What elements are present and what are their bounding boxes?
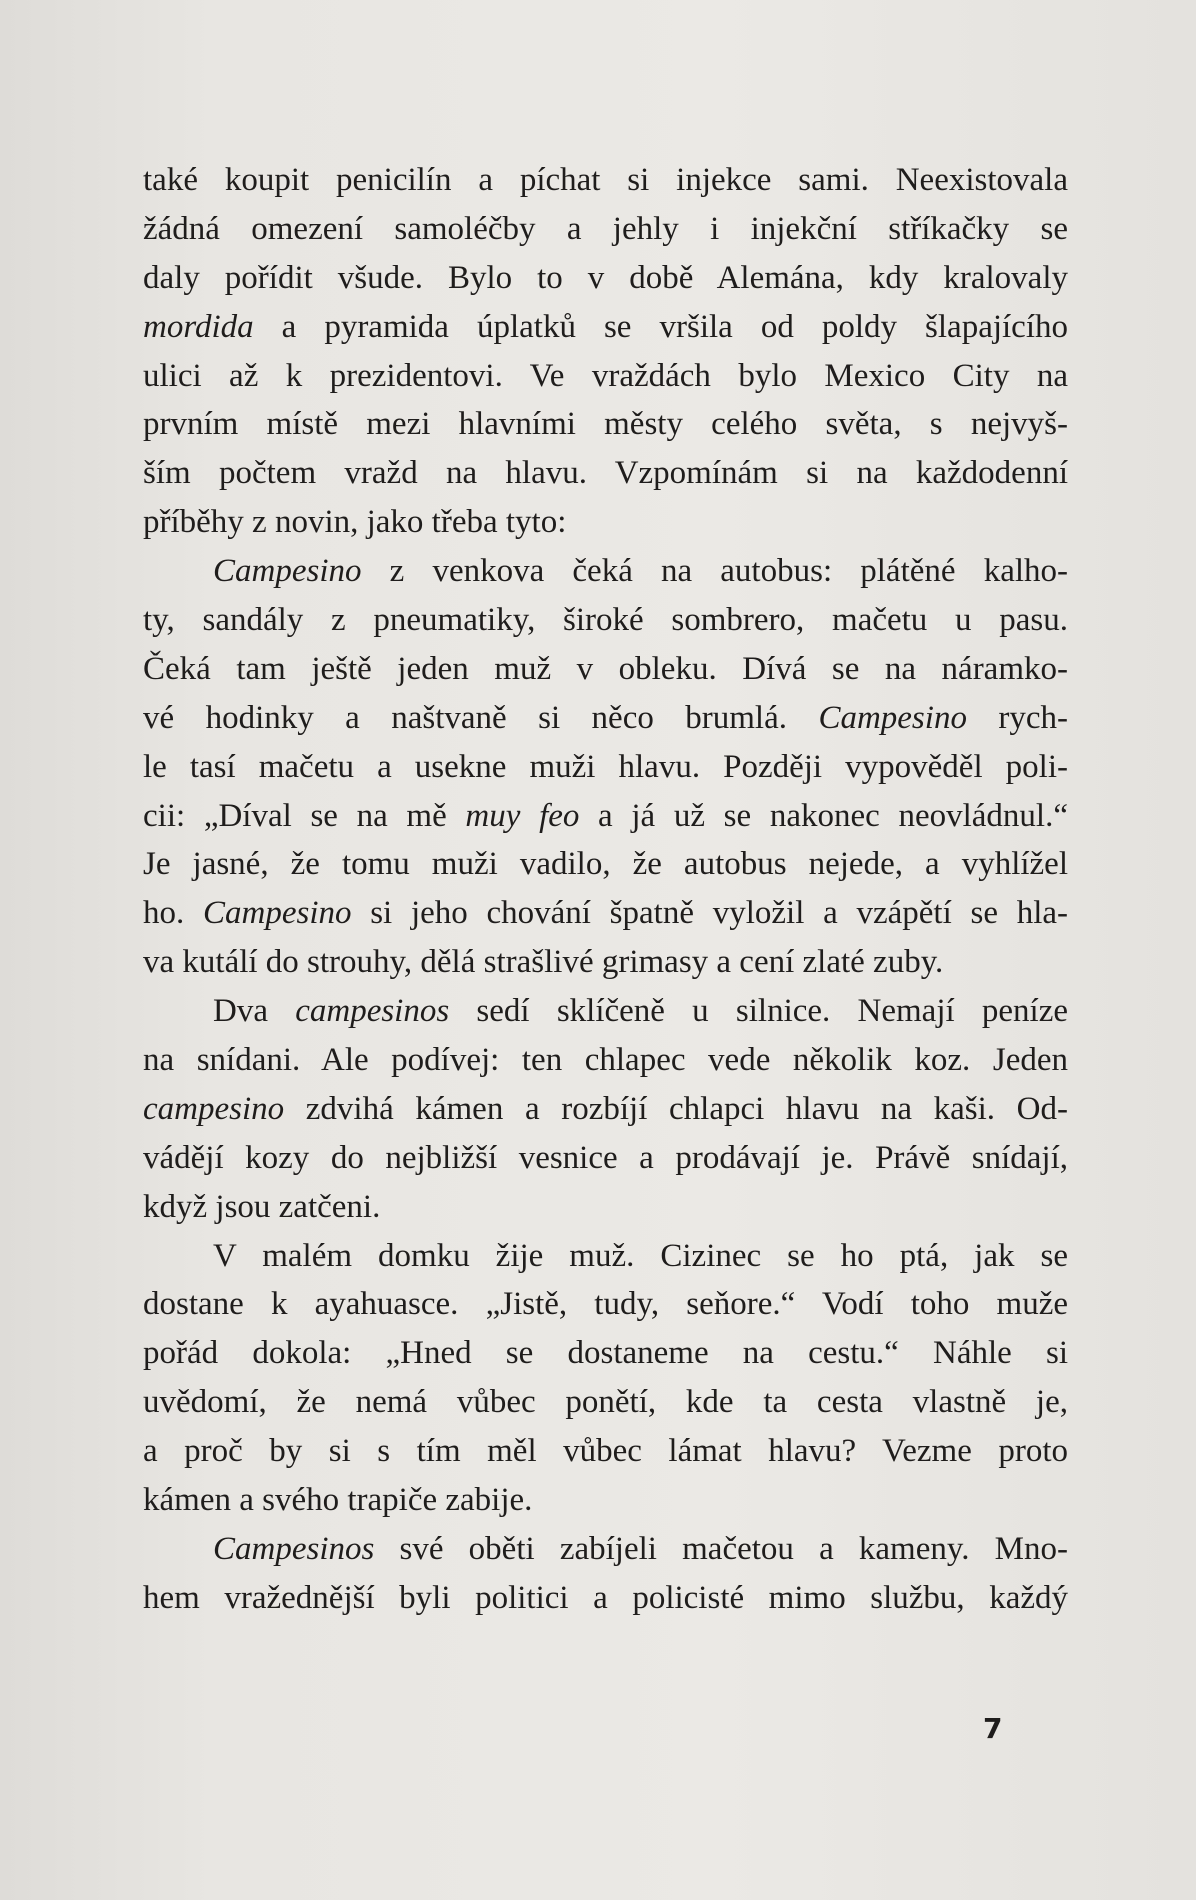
text-run: daly pořídit všude. Bylo to v době Alemána, kdy kralovaly: [143, 259, 1068, 296]
page-number: 7: [983, 1712, 1003, 1745]
text-line: [143, 1183, 1068, 1232]
text-run: le tasí mačetu a usekne muži hlavu. Později vypověděl poli-: [143, 748, 1068, 785]
text-run: kámen a svého trapiče zabije.: [143, 1482, 533, 1519]
text-line: [143, 1574, 1068, 1623]
text-run: Je jasné, že tomu muži vadilo, že autobus nejede, a vyhlížel: [143, 846, 1068, 883]
text-line: [143, 1280, 1068, 1329]
text-run: pořád dokola: „Hned se dostaneme na cestu.“ Náhle si: [143, 1335, 1068, 1372]
text-line: [143, 596, 1068, 645]
text-line: [143, 1476, 1068, 1525]
text-run: ty, sandály z pneumatiky, široké sombrero, mačetu u pasu.: [143, 602, 1068, 639]
italic-term: Campesino: [818, 699, 967, 736]
text-line: [143, 1232, 1068, 1281]
text-run: vé hodinky a naštvaně si něco brumlá.: [143, 699, 819, 736]
text-line: [143, 1085, 1068, 1134]
italic-term: Campesino: [202, 895, 352, 932]
text-line: [143, 987, 1068, 1036]
text-line: [143, 303, 1068, 352]
text-run: a proč by si s tím měl vůbec lámat hlavu? Vezme proto: [143, 1433, 1068, 1470]
text-run: uvědomí, že nemá vůbec ponětí, kde ta cesta vlastně je,: [143, 1384, 1068, 1421]
text-line: [143, 352, 1068, 401]
body-text: [143, 156, 1068, 1623]
italic-term: campesinos: [295, 993, 450, 1030]
text-line: [143, 645, 1068, 694]
text-run: ho.: [143, 895, 203, 932]
text-run: ulici až k prezidentovi. Ve vraždách bylo Mexico City na: [143, 357, 1068, 394]
text-line: [143, 1427, 1068, 1476]
text-line: [143, 694, 1068, 743]
text-line: [143, 792, 1068, 841]
text-line: [143, 1329, 1068, 1378]
text-run: ším počtem vražd na hlavu. Vzpomínám si na každodenní: [143, 455, 1068, 492]
text-line: [143, 840, 1068, 889]
text-run: Čeká tam ještě jeden muž v obleku. Dívá se na náramko-: [143, 650, 1068, 687]
text-run: va kutálí do strouhy, dělá strašlivé grimasy a cení zlaté zuby.: [143, 944, 944, 981]
text-run: a pyramida úplatků se vršila od poldy šlapajícího: [253, 308, 1068, 345]
text-run: hem vražednější byli politici a policisté mimo službu, každý: [143, 1579, 1068, 1616]
italic-term: Campesino: [213, 553, 362, 590]
text-run: rych-: [966, 699, 1068, 736]
italic-term: Campesinos: [213, 1530, 375, 1567]
text-line: [143, 254, 1068, 303]
text-run: z venkova čeká na autobus: plátěné kalho-: [361, 553, 1068, 590]
text-line: [143, 400, 1068, 449]
text-line: [143, 1378, 1068, 1427]
text-run: vádějí kozy do nejbližší vesnice a prodávají je. Právě snídají,: [143, 1139, 1068, 1176]
text-run: sedí sklíčeně u silnice. Nemají peníze: [449, 993, 1068, 1030]
text-run: na snídani. Ale podívej: ten chlapec vede několik koz. Jeden: [143, 1042, 1068, 1079]
text-line: [143, 156, 1068, 205]
text-line: [143, 205, 1068, 254]
text-line: [143, 547, 1068, 596]
italic-term: campesino: [143, 1090, 285, 1127]
text-run: dostane k ayahuasce. „Jistě, tudy, seňore.“ Vodí toho muže: [143, 1286, 1068, 1323]
text-run: V malém domku žije muž. Cizinec se ho ptá, jak se: [213, 1237, 1068, 1274]
text-run: své oběti zabíjeli mačetou a kameny. Mno-: [374, 1530, 1068, 1567]
text-line: [143, 1036, 1068, 1085]
text-run: také koupit penicilín a píchat si injekce sami. Neexistovala: [143, 162, 1068, 198]
text-run: žádná omezení samoléčby a jehly i injekční stříkačky se: [143, 210, 1068, 247]
text-line: [143, 1134, 1068, 1183]
text-run: zdvihá kámen a rozbíjí chlapci hlavu na kaši. Od-: [284, 1090, 1068, 1127]
text-run: prvním místě mezi hlavními městy celého světa, s nejvyš-: [143, 406, 1068, 443]
text-run: Dva: [213, 993, 296, 1030]
text-line: [143, 938, 1068, 987]
text-line: [143, 449, 1068, 498]
text-line: [143, 743, 1068, 792]
text-run: a já už se nakonec neovládnul.“: [579, 797, 1068, 834]
text-run: si jeho chování špatně vyložil a vzápětí se hla-: [351, 895, 1069, 932]
italic-term: muy feo: [465, 797, 580, 834]
text-run: cii: „Díval se na mě: [143, 797, 466, 834]
italic-term: mordida: [143, 308, 254, 345]
text-run: příběhy z novin, jako třeba tyto:: [143, 504, 567, 541]
text-run: když jsou zatčeni.: [143, 1188, 381, 1225]
text-line: [143, 1525, 1068, 1574]
text-line: [143, 889, 1068, 938]
text-line: [143, 498, 1068, 547]
